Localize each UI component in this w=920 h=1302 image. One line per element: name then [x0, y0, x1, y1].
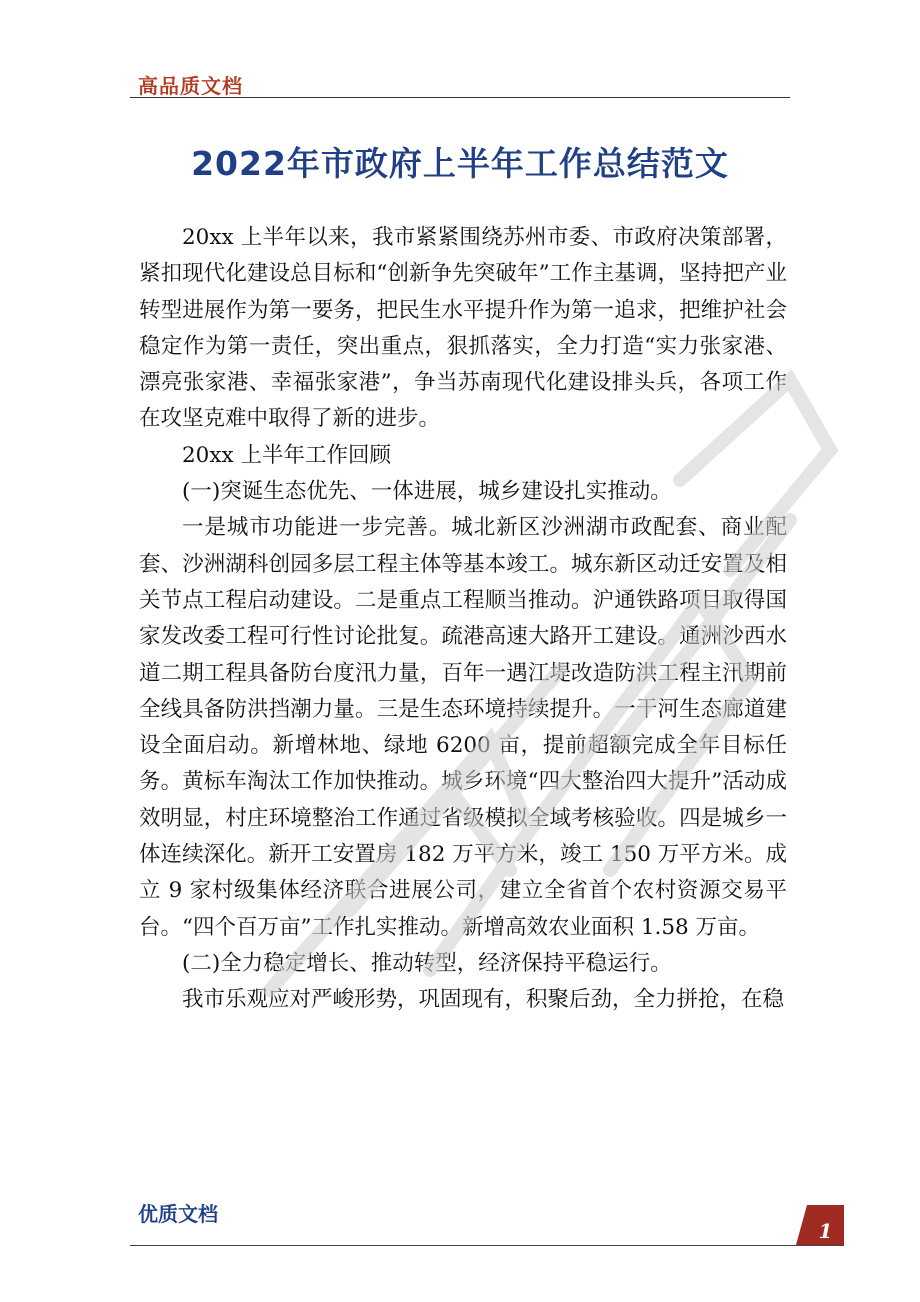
paragraph-subheading-1: (一)突诞生态优先、一体进展，城乡建设扎实推动。 — [182, 479, 672, 505]
footer-divider — [130, 1245, 844, 1246]
page-number: 1 — [818, 1219, 833, 1243]
document-title: 2022年市政府上半年工作总结范文 — [191, 144, 729, 183]
footer-label: 优质文档 — [138, 1202, 218, 1226]
header-label: 高品质文档 — [138, 74, 243, 98]
header-divider — [130, 97, 790, 98]
paragraph-section-heading: 20xx 上半年工作回顾 — [182, 442, 391, 468]
paragraph-body-1: 一是城市功能进一步完善。城北新区沙洲湖市政配套、商业配套、沙洲湖科创园多层工程主体等基本竣工。城东新区动迁安置及相关节点工程启动建设。二是重点工程顺当推动。沪通铁路项目取得国家发改委工程可行性讨论批复。疏港高速大路开工建设。通洲沙西水道二期工程具备防台度汛力量，百年一遇江堤改造防洪工程主汛期前全线具备防洪挡潮力量。三是生态环境持续提升。一干河生态廊道建设全面启动。新增林地、绿地 6200 亩，提前超额完成全年目标任务。黄标车淘汰工作加快推动。城乡环境“四大整治四大提升”活动成效明显，村庄环境整治工作通过省级模拟全域考核验收。四是城乡一体连续深化。新开工安置房 182 万平方米，竣工 150 万平方米。成立 9 家村级集体经济联合进展公司，建立全省首个农村资源交易平台。“四个百万亩”工作扎实推动。新增高效农业面积 1.58 万亩。 — [139, 515, 787, 940]
document-body — [139, 220, 787, 1019]
page-number-badge — [807, 1205, 844, 1245]
paragraph-subheading-2: (二)全力稳定增长、推动转型，经济保持平稳运行。 — [182, 950, 672, 976]
paragraph-intro: 20xx 上半年以来，我市紧紧围绕苏州市委、市政府决策部署，紧扣现代化建设总目标和“创新争先突破年”工作主基调，坚持把产业转型进展作为第一要务，把民生水平提升作为第一追求，把维护社会稳定作为第一责任，突出重点，狠抓落实，全力打造“实力张家港、漂亮张家港、幸福张家港”，争当苏南现代化建设排头兵，各项工作在攻坚克难中取得了新的进步。 — [139, 225, 787, 432]
paragraph-body-2: 我市乐观应对严峻形势，巩固现有，积聚后劲，全力拼抢，在稳 — [182, 987, 785, 1013]
